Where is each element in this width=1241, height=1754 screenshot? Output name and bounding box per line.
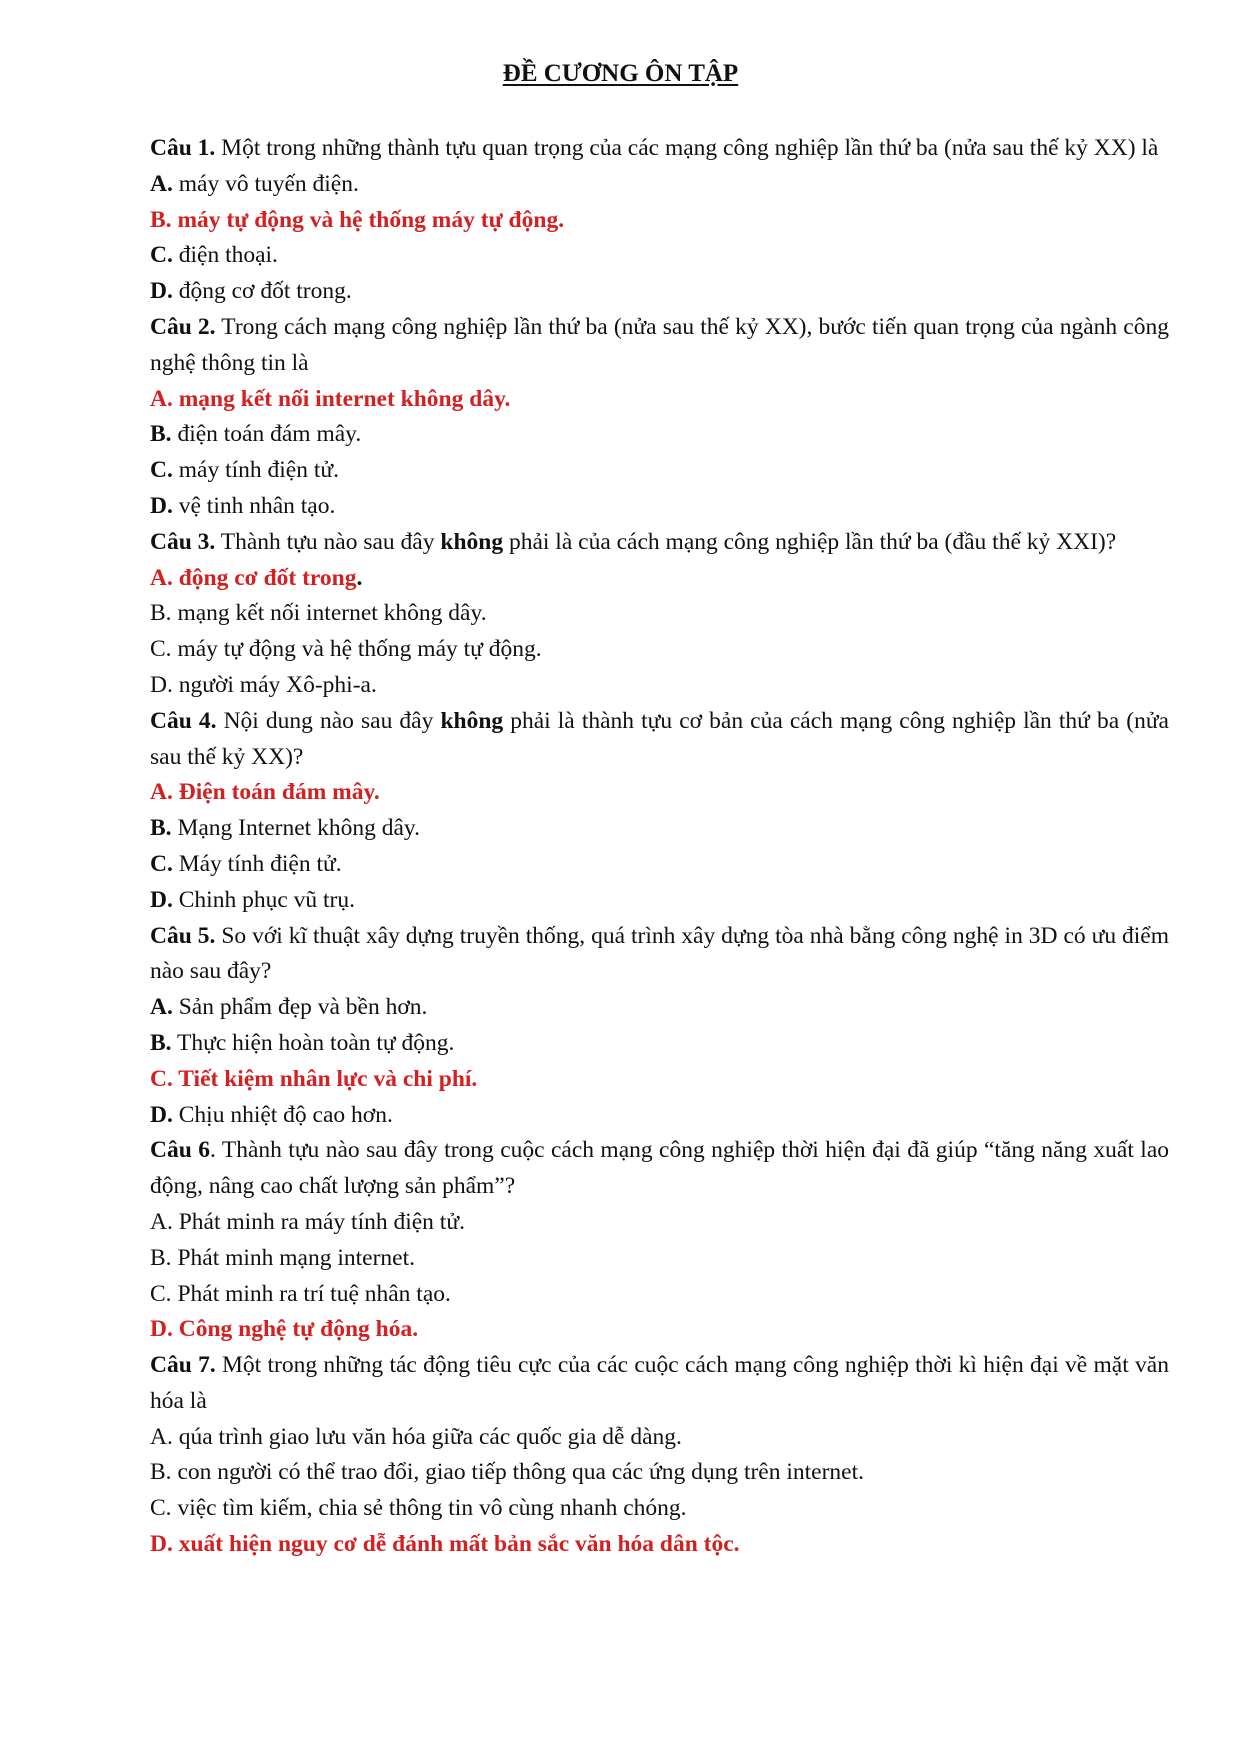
option-letter: D. (150, 886, 173, 913)
answer-option (150, 990, 1169, 1026)
question-stem (150, 704, 1169, 776)
option-letter: A. (150, 994, 173, 1021)
answer-option (150, 489, 1169, 525)
option-text: qúa trình giao lưu văn hóa giữa các quốc gia dễ dàng. (172, 1423, 682, 1450)
question-stem (150, 1133, 1169, 1205)
option-text: máy tự động và hệ thống máy tự động. (171, 206, 565, 233)
question-text: Một trong những tác động tiêu cực của các cuộc cách mạng công nghiệp thời kì hiện đại về mặt văn hóa là (150, 1352, 1169, 1414)
answer-option (150, 238, 1169, 274)
option-letter: B. (150, 1029, 172, 1056)
option-text: mạng kết nối internet không dây. (171, 600, 487, 627)
page-title: ĐỀ CƯƠNG ÔN TẬP (502, 60, 739, 87)
answer-option (150, 167, 1169, 203)
option-letter: D. (150, 1531, 173, 1558)
option-text: việc tìm kiếm, chia sẻ thông tin vô cùng nhanh chóng. (171, 1495, 687, 1522)
option-text: Máy tính điện tử. (172, 850, 342, 877)
answer-option-correct (150, 382, 1169, 418)
answer-option-correct (150, 775, 1169, 811)
question-text: So với kĩ thuật xây dựng truyền thống, quá trình xây dựng tòa nhà bằng công nghệ in 3D có ưu điểm nào sau đây? (150, 922, 1170, 985)
question-stem (150, 1348, 1169, 1420)
option-text: Thực hiện hoàn toàn tự động. (171, 1029, 455, 1056)
question-number: Câu 2. (150, 313, 216, 340)
answer-option-correct (150, 1312, 1169, 1348)
option-text: Mạng Internet không dây. (171, 815, 420, 842)
answer-option (150, 1420, 1169, 1456)
option-letter: C. (150, 1495, 172, 1522)
option-letter: C. (150, 636, 172, 663)
option-text: máy vô tuyến điện. (172, 170, 359, 197)
option-letter: C. (150, 457, 173, 484)
answer-option (150, 632, 1169, 668)
option-letter: C. (150, 850, 173, 877)
option-text: Công nghệ tự động hóa. (172, 1316, 419, 1343)
option-text: động cơ đốt trong (172, 564, 357, 591)
option-letter: D. (150, 492, 173, 519)
option-letter: C. (150, 1280, 172, 1307)
question-stem (150, 310, 1169, 382)
option-letter: C. (150, 242, 173, 269)
option-text: con người có thể trao đổi, giao tiếp thông qua các ứng dụng trên internet. (171, 1459, 865, 1486)
answer-option (150, 883, 1169, 919)
option-letter: D. (150, 1101, 173, 1128)
option-letter: B. (150, 206, 172, 233)
option-letter: C. (150, 1065, 173, 1092)
question-text: . Thành tựu nào sau đây trong cuộc cách mạng công nghiệp thời hiện đại đã giúp “tăng năng xuất lao động, nâng cao chất lượng sản phẩm”? (150, 1137, 1169, 1200)
option-letter: A. (150, 779, 173, 806)
option-text: xuất hiện nguy cơ dễ đánh mất bản sắc văn hóa dân tộc. (172, 1531, 740, 1558)
question-number: Câu 5. (150, 922, 216, 949)
option-letter: A. (150, 1208, 173, 1235)
option-letter: A. (150, 564, 173, 591)
question-number: Câu 7. (150, 1352, 216, 1379)
answer-option-correct (150, 203, 1169, 239)
answer-option (150, 453, 1169, 489)
option-letter: B. (150, 815, 172, 842)
question-stem (150, 919, 1169, 991)
question-list (150, 131, 1169, 1563)
answer-option (150, 1098, 1169, 1134)
option-text: máy tính điện tử. (172, 457, 339, 484)
question-text: Thành tựu nào sau đây (215, 528, 441, 555)
answer-option (150, 1277, 1169, 1313)
option-letter: A. (150, 1423, 173, 1450)
option-letter: A. (150, 385, 173, 412)
option-text: Chinh phục vũ trụ. (172, 886, 355, 913)
option-letter: D. (150, 278, 173, 305)
option-text: Chịu nhiệt độ cao hơn. (172, 1101, 393, 1128)
option-text: Phát minh ra máy tính điện tử. (172, 1208, 465, 1235)
option-text: động cơ đốt trong. (172, 278, 352, 305)
emphasis-text: không (440, 707, 504, 734)
option-letter: A. (150, 170, 173, 197)
option-text: người máy Xô-phi-a. (172, 671, 377, 698)
answer-option (150, 1491, 1169, 1527)
option-letter: B. (150, 421, 172, 448)
option-text: vệ tinh nhân tạo. (172, 492, 336, 519)
question-number: Câu 4. (150, 707, 217, 734)
answer-option (150, 596, 1169, 632)
option-text: Phát minh mạng internet. (171, 1244, 416, 1271)
option-letter: B. (150, 1244, 172, 1271)
answer-option (150, 274, 1169, 310)
option-letter: D. (150, 1316, 173, 1343)
answer-option (150, 1026, 1169, 1062)
answer-option-correct (150, 561, 1169, 597)
option-text: Điện toán đám mây. (172, 779, 380, 806)
answer-option (150, 1241, 1169, 1277)
question-number: Câu 1. (150, 135, 216, 161)
answer-option (150, 417, 1169, 453)
option-text: điện toán đám mây. (171, 421, 362, 448)
question-text: Trong cách mạng công nghiệp lần thứ ba (nửa sau thế kỷ XX), bước tiến quan trọng của ngành công nghệ thông tin là (150, 313, 1169, 376)
answer-option (150, 668, 1169, 704)
option-text: máy tự động và hệ thống máy tự động. (171, 636, 542, 663)
option-text: Tiết kiệm nhân lực và chi phí. (172, 1065, 478, 1092)
option-letter: B. (150, 600, 172, 627)
question-stem (150, 525, 1169, 561)
answer-option-correct (150, 1062, 1169, 1098)
question-text: Một trong những thành tựu quan trọng của các mạng công nghiệp lần thứ ba (nửa sau thế kỷ XX) là (215, 135, 1159, 161)
option-text: mạng kết nối internet không dây. (172, 385, 511, 412)
option-letter: B. (150, 1459, 172, 1486)
answer-option (150, 847, 1169, 883)
question-text: phải là thành tựu cơ bản của cách mạng công nghiệp lần thứ ba (nửa sau thế kỷ XX)? (150, 707, 1169, 770)
answer-option (150, 1455, 1169, 1491)
answer-option-correct (150, 1527, 1169, 1563)
option-text: Sản phẩm đẹp và bền hơn. (172, 994, 428, 1021)
option-punctuation: . (356, 564, 363, 591)
option-letter: D. (150, 671, 173, 698)
option-text: Phát minh ra trí tuệ nhân tạo. (171, 1280, 451, 1307)
question-text: Nội dung nào sau đây (216, 707, 441, 734)
answer-option (150, 1205, 1169, 1241)
emphasis-text: không (440, 528, 504, 555)
question-number: Câu 6 (150, 1137, 210, 1164)
option-text: điện thoại. (172, 242, 278, 269)
question-stem (150, 131, 1169, 167)
question-text: phải là của cách mạng công nghiệp lần thứ ba (đầu thế kỷ XXI)? (503, 528, 1117, 555)
answer-option (150, 811, 1169, 847)
question-number: Câu 3. (150, 528, 216, 555)
